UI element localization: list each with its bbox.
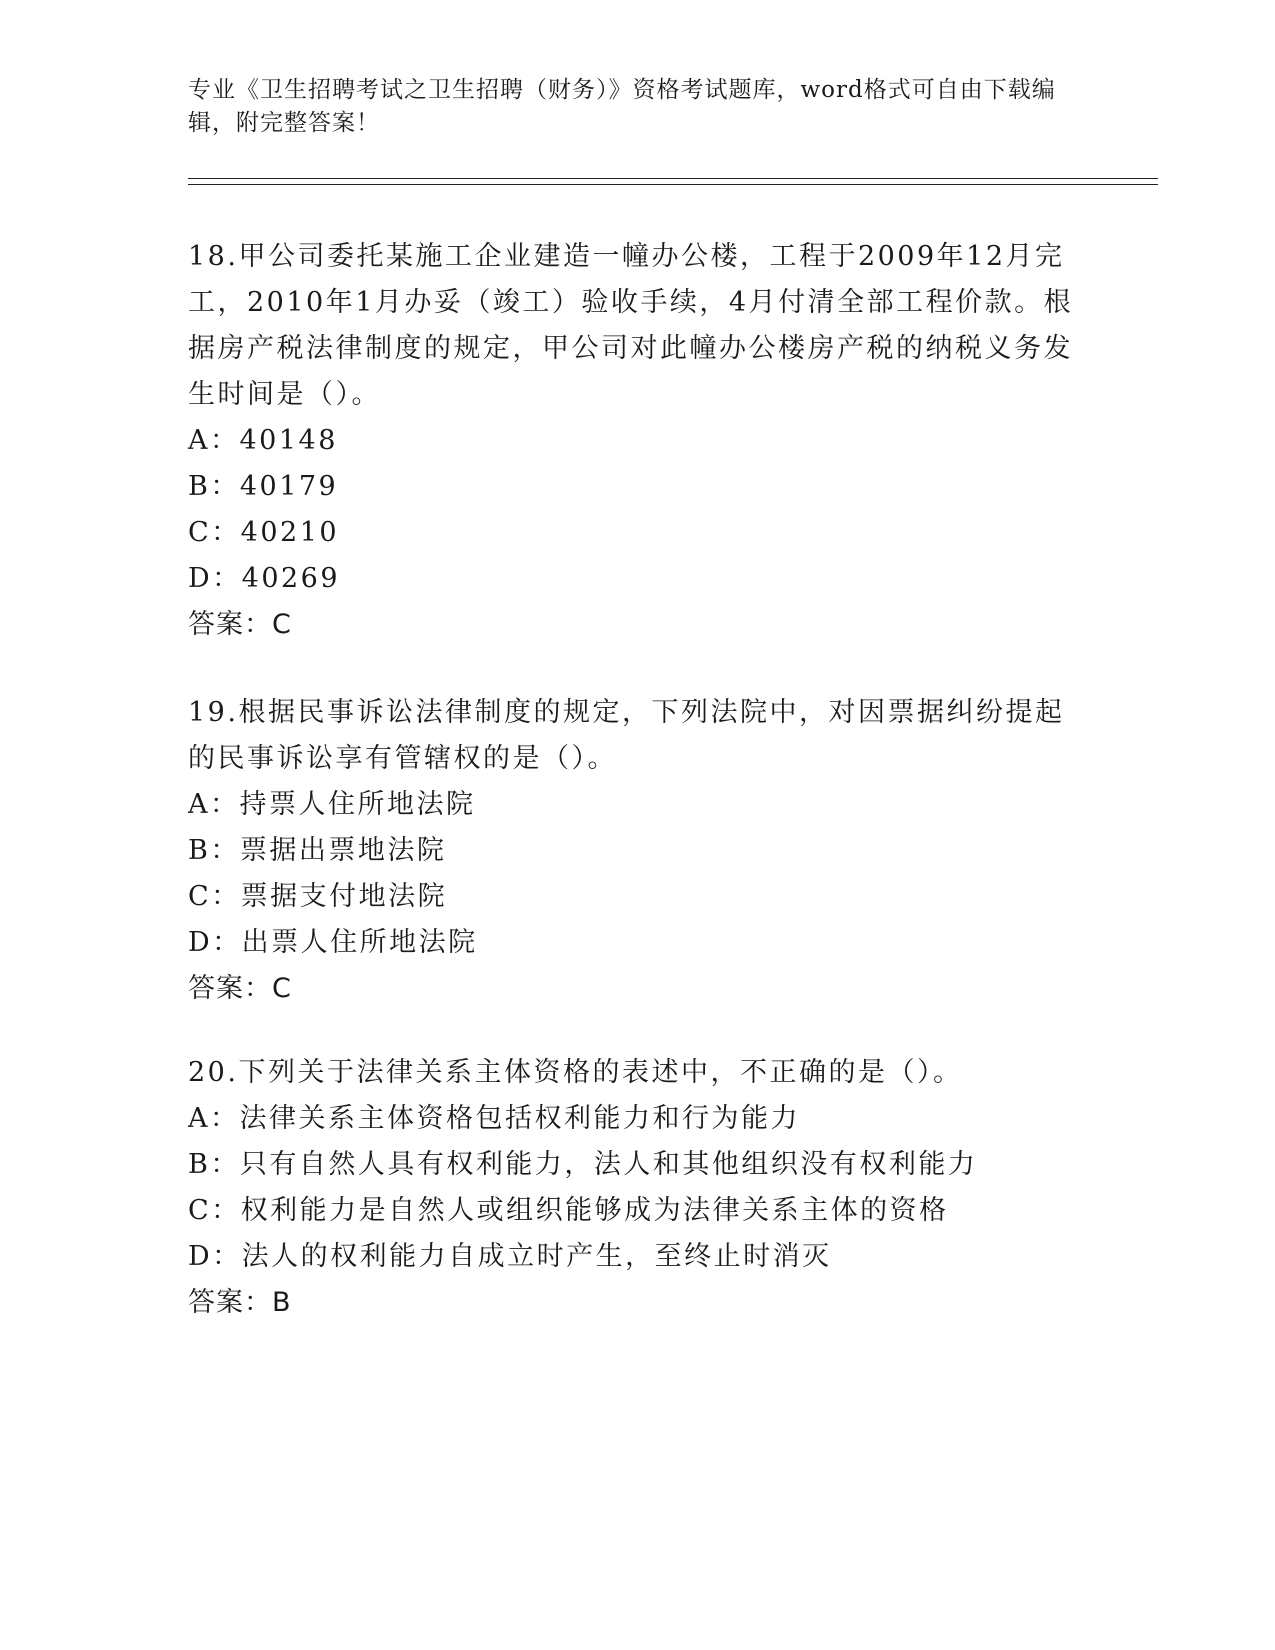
question-stem: 20.下列关于法律关系主体资格的表述中，不正确的是（）。 (188, 1057, 963, 1088)
question-19 (188, 690, 1088, 1012)
option-c: C：权利能力是自然人或组织能够成为法律关系主体的资格 (188, 1195, 949, 1226)
option-d: D：出票人住所地法院 (188, 927, 478, 958)
option-d: D：法人的权利能力自成立时产生，至终止时消灭 (188, 1241, 832, 1272)
option-a: A：持票人住所地法院 (188, 789, 476, 820)
option-a: A：法律关系主体资格包括权利能力和行为能力 (188, 1103, 800, 1134)
option-c: C：40210 (188, 517, 340, 548)
header-divider (188, 178, 1158, 185)
option-b: B：40179 (188, 471, 339, 502)
question-20 (188, 1050, 1088, 1326)
answer-line: 答案：C (188, 609, 292, 640)
option-d: D：40269 (188, 563, 341, 594)
answer-line: 答案：B (188, 1287, 292, 1318)
header-intro-text: 专业《卫生招聘考试之卫生招聘（财务）》资格考试题库，word格式可自由下载编辑，附完整答案！ (188, 77, 1056, 136)
option-a: A：40148 (188, 425, 338, 456)
answer-line: 答案：C (188, 973, 292, 1004)
option-b: B：只有自然人具有权利能力，法人和其他组织没有权利能力 (188, 1149, 978, 1180)
question-stem: 19.根据民事诉讼法律制度的规定，下列法院中，对因票据纠纷提起的民事诉讼享有管辖权的是（）。 (188, 697, 1065, 774)
question-stem: 18.甲公司委托某施工企业建造一幢办公楼，工程于2009年12月完工，2010年1月办妥（竣工）验收手续，4月付清全部工程价款。根据房产税法律制度的规定，甲公司对此幢办公楼房产税的纳税义务发生时间是（）。 (188, 241, 1074, 410)
option-b: B：票据出票地法院 (188, 835, 447, 866)
question-18 (188, 234, 1088, 648)
document-header (188, 74, 1088, 140)
option-c: C：票据支付地法院 (188, 881, 448, 912)
